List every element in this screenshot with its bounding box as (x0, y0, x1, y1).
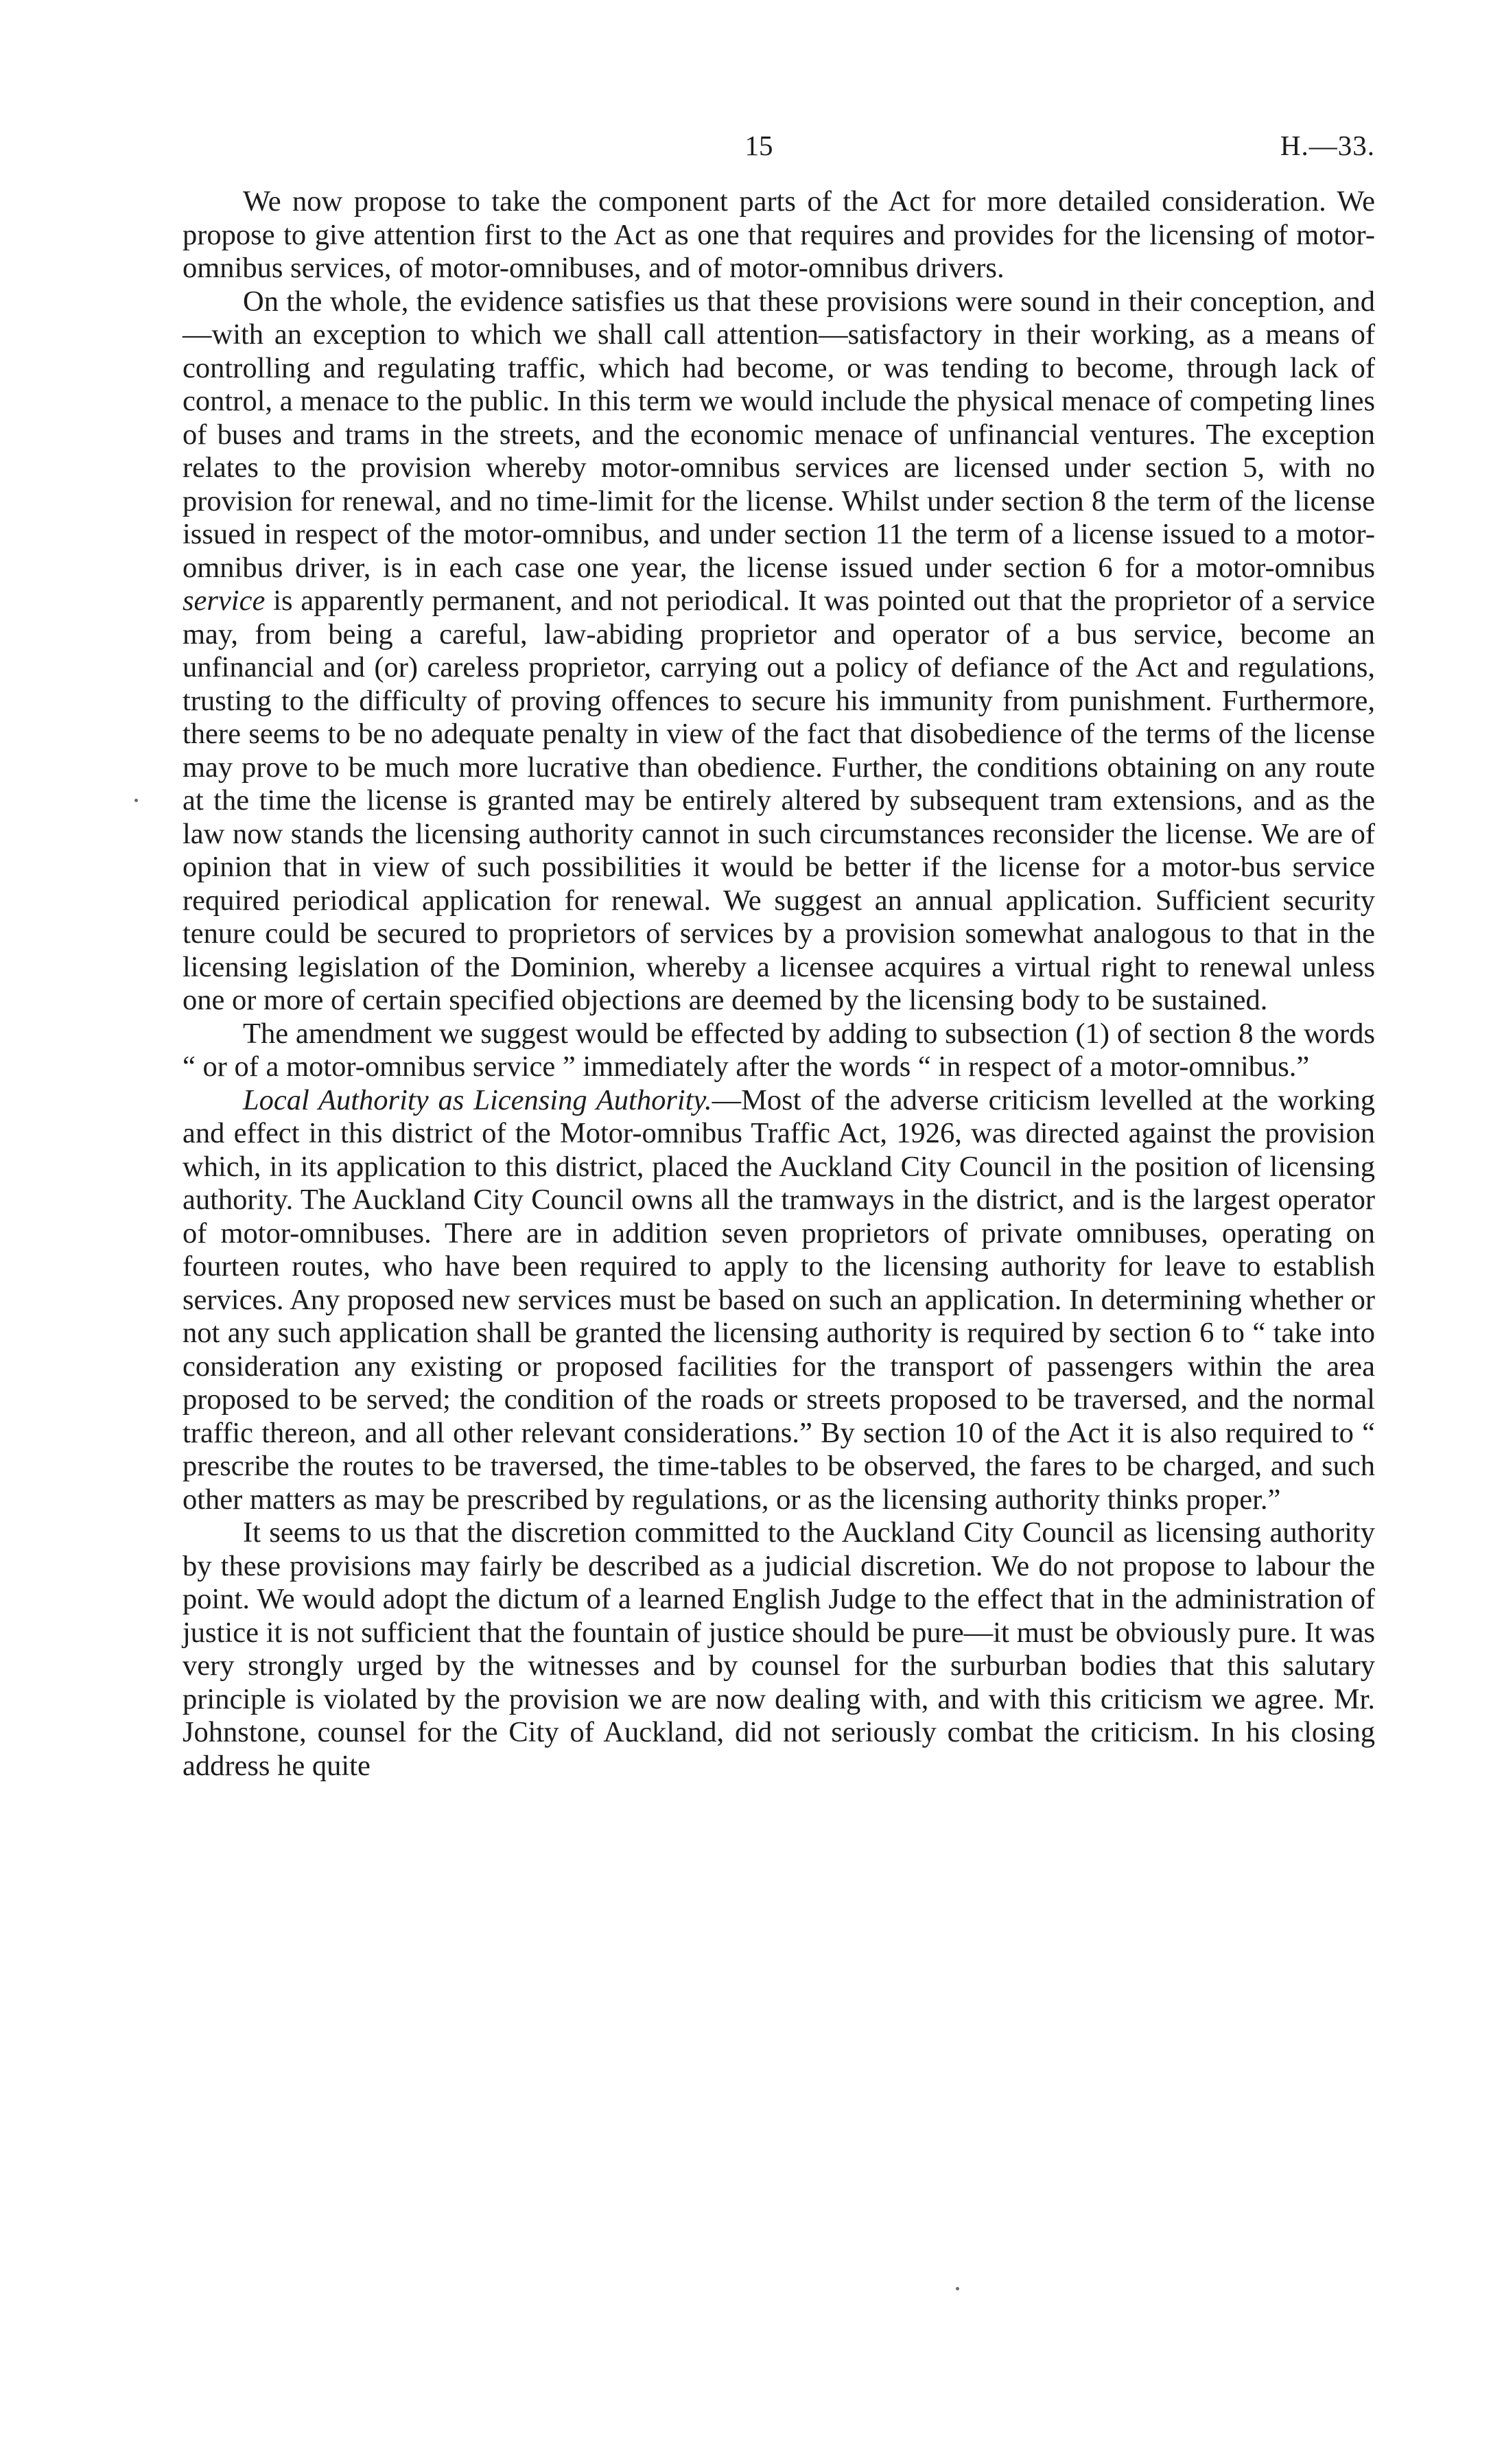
document-page (183, 110, 1375, 1783)
page-number: 15 (744, 130, 773, 161)
paragraph-amendment (183, 1018, 1375, 1084)
paragraph-judicial-discretion (183, 1516, 1375, 1783)
italic-term-service: service (183, 585, 266, 617)
body-text (183, 185, 1375, 1783)
paragraph-text: —Most of the adverse criticism levelled at the working and effect in this district of the Motor-omnibus Traffic Act, 1926, was directed against the provision which, in its application to this district, placed the Auckland City Council in the position of licensing authority. The Auckland City Council owns all the tramways in the district, and is the largest operator of motor-omnibuses. There are in addition seven proprietors of private omnibuses, operating on fourteen routes, who have been required to apply to the licensing authority for leave to establish services. Any proposed new services must be based on such an application. In determining whether or not any such application shall be granted the licensing authority is required by section 6 to “ take into consideration any existing or proposed facilities for the transport of passengers within the area proposed to be served; the condition of the roads or streets proposed to be traversed, and the normal traffic thereon, and all other relevant considerations.” By section 10 of the Act it is also required to “ prescribe the routes to be traversed, the time-tables to be observed, the fares to be charged, and such other matters as may be prescribed by regulations, or as the licensing authority thinks proper.” (183, 1083, 1375, 1516)
footer-dot-mark (956, 2287, 959, 2290)
document-reference: H.—33. (1280, 130, 1375, 161)
paragraph-text: We now propose to take the component parts of the Act for more detailed consideration. We propose to give attention first to the Act as one that requires and provides for the licensing of motor-omnibus services, of motor-omnibuses, and of motor-omnibus drivers. (183, 185, 1375, 284)
paragraph-text: The amendment we suggest would be effected by adding to subsection (1) of section 8 the words “ or of a motor-omnibus service ” immediately after the words “ in respect of a motor-omnibus.” (183, 1017, 1375, 1083)
margin-dot-mark (134, 799, 138, 802)
page-header (183, 110, 1375, 161)
paragraph-text: On the whole, the evidence satisfies us that these provisions were sound in their conception, and—with an exception to which we shall call attention—satisfactory in their working, as a means of controlling and regulating traffic, which had become, or was tending to become, through lack of control, a menace to the public. In this term we would include the physical menace of competing lines of buses and trams in the streets, and the economic menace of unfinancial ventures. The exception relates to the provision whereby motor-omnibus services are licensed under section 5, with no provision for renewal, and no time-limit for the license. Whilst under section 8 the term of the license issued in respect of the motor-omnibus, and under section 11 the term of a license issued to a motor-omnibus driver, is in each case one year, the license issued under section 6 for a motor-omnibus (183, 285, 1375, 584)
paragraph-licensing-provisions (183, 285, 1375, 1018)
section-heading-local-authority: Local Authority as Licensing Authority. (243, 1083, 712, 1116)
paragraph-text: is apparently permanent, and not periodical. It was pointed out that the proprietor of a service may, from being a careful, law-abiding proprietor and operator of a bus service, become an unfinancial and (or) careless proprietor, carrying out a policy of defiance of the Act and regulations, trusting to the difficulty of proving offences to secure his immunity from punishment. Furthermore, there seems to be no adequate penalty in view of the fact that disobedience of the terms of the license may prove to be much more lucrative than obedience. Further, the conditions obtaining on any route at the time the license is granted may be entirely altered by subsequent tram extensions, and as the law now stands the licensing authority cannot in such circumstances reconsider the license. We are of opinion that in view of such possibilities it would be better if the license for a motor-bus service required periodical application for renewal. We suggest an annual application. Sufficient security tenure could be secured to proprietors of services by a provision somewhat analogous to that in the licensing legislation of the Dominion, whereby a licensee acquires a virtual right to renewal unless one or more of certain specified objections are deemed by the licensing body to be sustained. (183, 585, 1375, 1016)
paragraph-local-authority (183, 1084, 1375, 1517)
paragraph-intro (183, 185, 1375, 285)
paragraph-text: It seems to us that the discretion committed to the Auckland City Council as licensing authority by these provisions may fairly be described as a judicial discretion. We do not propose to labour the point. We would adopt the dictum of a learned English Judge to the effect that in the administration of justice it is not sufficient that the fountain of justice should be pure—it must be obviously pure. It was very strongly urged by the witnesses and by counsel for the surburban bodies that this salutary principle is violated by the provision we are now dealing with, and with this criticism we agree. Mr. Johnstone, counsel for the City of Auckland, did not seriously combat the criticism. In his closing address he quite (183, 1516, 1375, 1782)
